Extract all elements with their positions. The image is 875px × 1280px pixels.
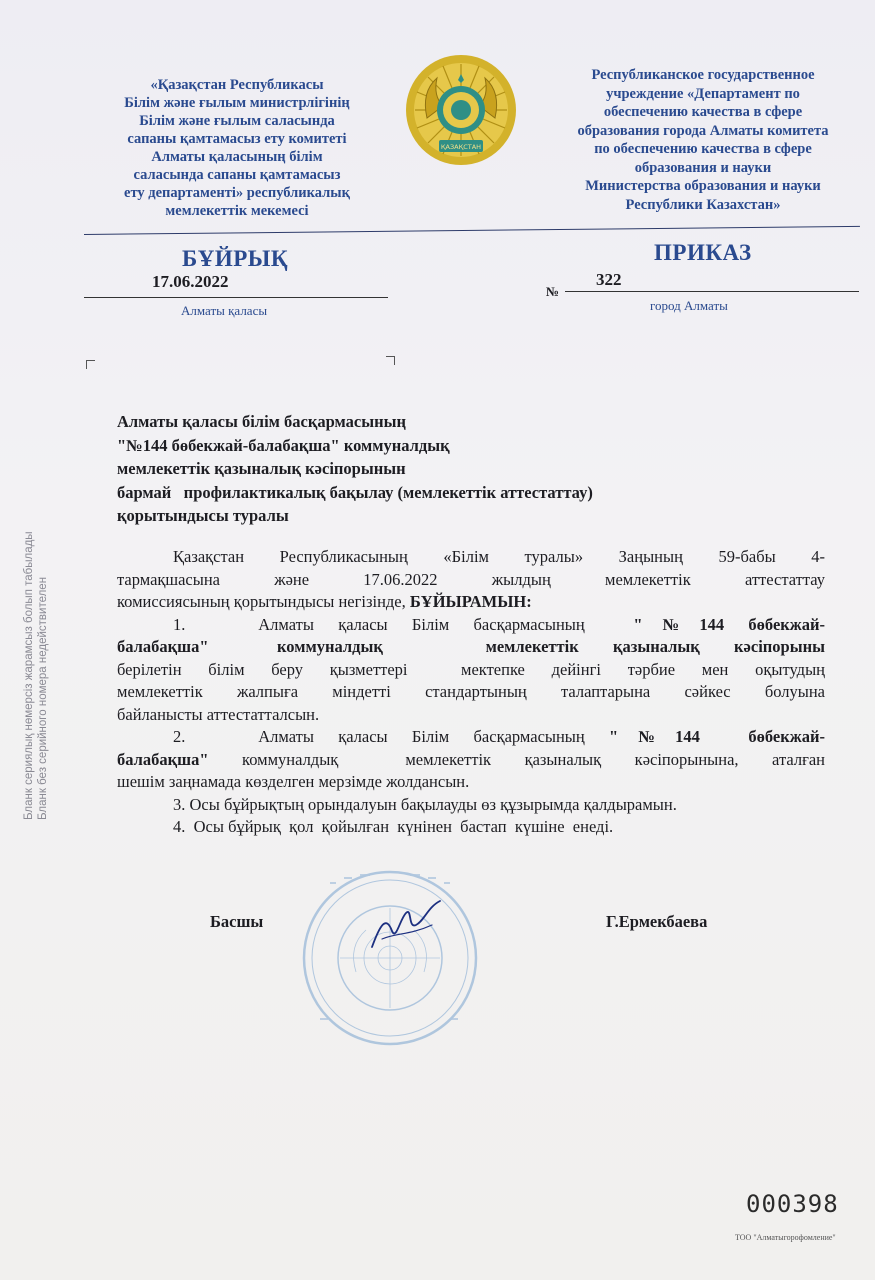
corner-mark-left xyxy=(86,360,95,369)
blank-note-kz: Бланк сериялық нөмерсіз жарамсыз болып табылады xyxy=(23,531,35,820)
header-kz-line: саласында сапаны қамтамасыз xyxy=(133,167,341,183)
intro-paragraph xyxy=(117,546,825,614)
signatory-name: Г.Ермекбаева xyxy=(606,912,708,931)
city-ru: город Алматы xyxy=(650,298,728,313)
header-ru-line: Республики Казахстан» xyxy=(625,196,781,213)
header-kz-line: сапаны қамтамасыз ету комитеті xyxy=(127,131,347,147)
header-kz-line: «Қазақстан Республикасы xyxy=(150,77,324,93)
header-kz-line: ету департаменті» республикалық xyxy=(124,185,350,201)
order-title-ru: ПРИКАЗ xyxy=(654,240,752,265)
item-2-line: шешім заңнамада көзделген мерзімде жолдансын. xyxy=(117,772,470,791)
order-date: 17.06.2022 xyxy=(152,272,229,291)
date-underline xyxy=(84,297,388,298)
blank-note-ru: Бланк без серийного номера недействителен xyxy=(37,576,49,820)
city-kz: Алматы қаласы xyxy=(181,303,268,318)
subject-line: Алматы қаласы білім басқармасының xyxy=(117,412,406,431)
item-2-text: 2. Алматы қаласы Білім басқармасының xyxy=(173,727,610,746)
handwritten-signature-icon xyxy=(366,895,446,955)
order-verb: БҰЙЫРАМЫН: xyxy=(409,592,532,611)
item-2-line xyxy=(117,749,825,772)
item-1-line: байланысты аттестатталсын. xyxy=(117,704,320,724)
header-ru-line: обеспечению качества в сфере xyxy=(603,104,803,120)
item-3-line: 3. Осы бұйрықтың орындалуын бақылауды өз құзырымда қалдырамын. xyxy=(173,794,677,814)
number-underline xyxy=(565,291,859,292)
header-kz xyxy=(92,76,382,220)
item-1-line: мемлекеттік жалпыға міндетті стандартының талаптарына сәйкес болуына xyxy=(117,682,825,701)
header-ru-line: образования и науки xyxy=(634,159,772,176)
signatory-role: Басшы xyxy=(210,912,264,931)
blank-validity-note xyxy=(22,531,50,820)
item-2 xyxy=(117,726,825,794)
intro-line: тармақшасына және 17.06.2022 жылдың мемлекеттік аттестаттау xyxy=(117,569,825,589)
header-ru-line: Министерства образования и науки xyxy=(585,178,821,194)
subject-line: бармай профилактикалық бақылау (мемлекеттік аттестаттау) xyxy=(117,482,593,502)
header-kz-line: мемлекеттік мекемесі xyxy=(165,203,309,219)
state-emblem-icon xyxy=(403,52,519,168)
intro-line: Қазақстан Республикасының «Білім туралы» Заңының 59-бабы 4- xyxy=(173,547,825,566)
order-title-kz: БҰЙРЫҚ xyxy=(182,246,289,271)
item-4-line: 4. Осы бұйрық қол қойылған күнінен бастап күшіне енеді. xyxy=(173,817,614,836)
header-ru xyxy=(548,66,858,214)
blank-serial-number: 000398 xyxy=(746,1190,839,1218)
order-body xyxy=(117,546,825,839)
intro-text: комиссиясының қорытындысы негізінде, xyxy=(117,592,410,611)
item-1-line: берілетін білім беру қызметтері мектепке дейінгі тәрбие мен оқытудың xyxy=(117,659,825,679)
header-divider xyxy=(84,226,860,235)
emblem-caption: ҚАЗАҚСТАН xyxy=(440,143,482,151)
item-1-line: балабақша" коммуналдық мемлекеттік қазыналық кәсіпорыны xyxy=(117,637,825,656)
item-1-line xyxy=(117,614,825,637)
subject-line: "№144 бөбекжай-балабақша" коммуналдық xyxy=(117,435,450,455)
item-2-text: коммуналдық мемлекеттік қазыналық кәсіпорынына, аталған xyxy=(208,749,825,769)
subject-line: қорытындысы туралы xyxy=(117,506,289,525)
header-ru-line: по обеспечению качества в сфере xyxy=(594,141,812,157)
subject-line: мемлекеттік қазыналық кәсіпорынын xyxy=(117,459,406,478)
order-subject xyxy=(117,410,593,528)
printer-credit: ТОО "Алматыгорофомление" xyxy=(735,1233,836,1242)
item-2-bold: балабақша" xyxy=(117,749,209,769)
item-2-line xyxy=(117,726,825,749)
item-1-bold: "№144 бөбекжай- xyxy=(633,614,825,634)
order-number-label: № xyxy=(546,284,560,299)
item-4 xyxy=(117,816,825,839)
header-kz-line: Білім және ғылым министрлігінің xyxy=(124,95,350,111)
item-1-text: 1. Алматы қаласы Білім басқармасының xyxy=(173,614,634,634)
corner-mark-right xyxy=(386,356,395,365)
item-2-bold: "№144 бөбекжай- xyxy=(609,727,825,746)
header-ru-line: Республиканское государственное xyxy=(591,67,815,83)
header-kz-line: Білім және ғылым саласында xyxy=(139,113,335,129)
header-ru-line: учреждение «Департамент по xyxy=(606,85,800,102)
item-1 xyxy=(117,614,825,727)
item-3 xyxy=(117,794,825,817)
header-ru-line: образования города Алматы комитета xyxy=(577,122,829,139)
intro-line xyxy=(117,591,825,614)
header-kz-line: Алматы қаласының білім xyxy=(151,149,323,165)
order-number: 322 xyxy=(596,270,622,289)
